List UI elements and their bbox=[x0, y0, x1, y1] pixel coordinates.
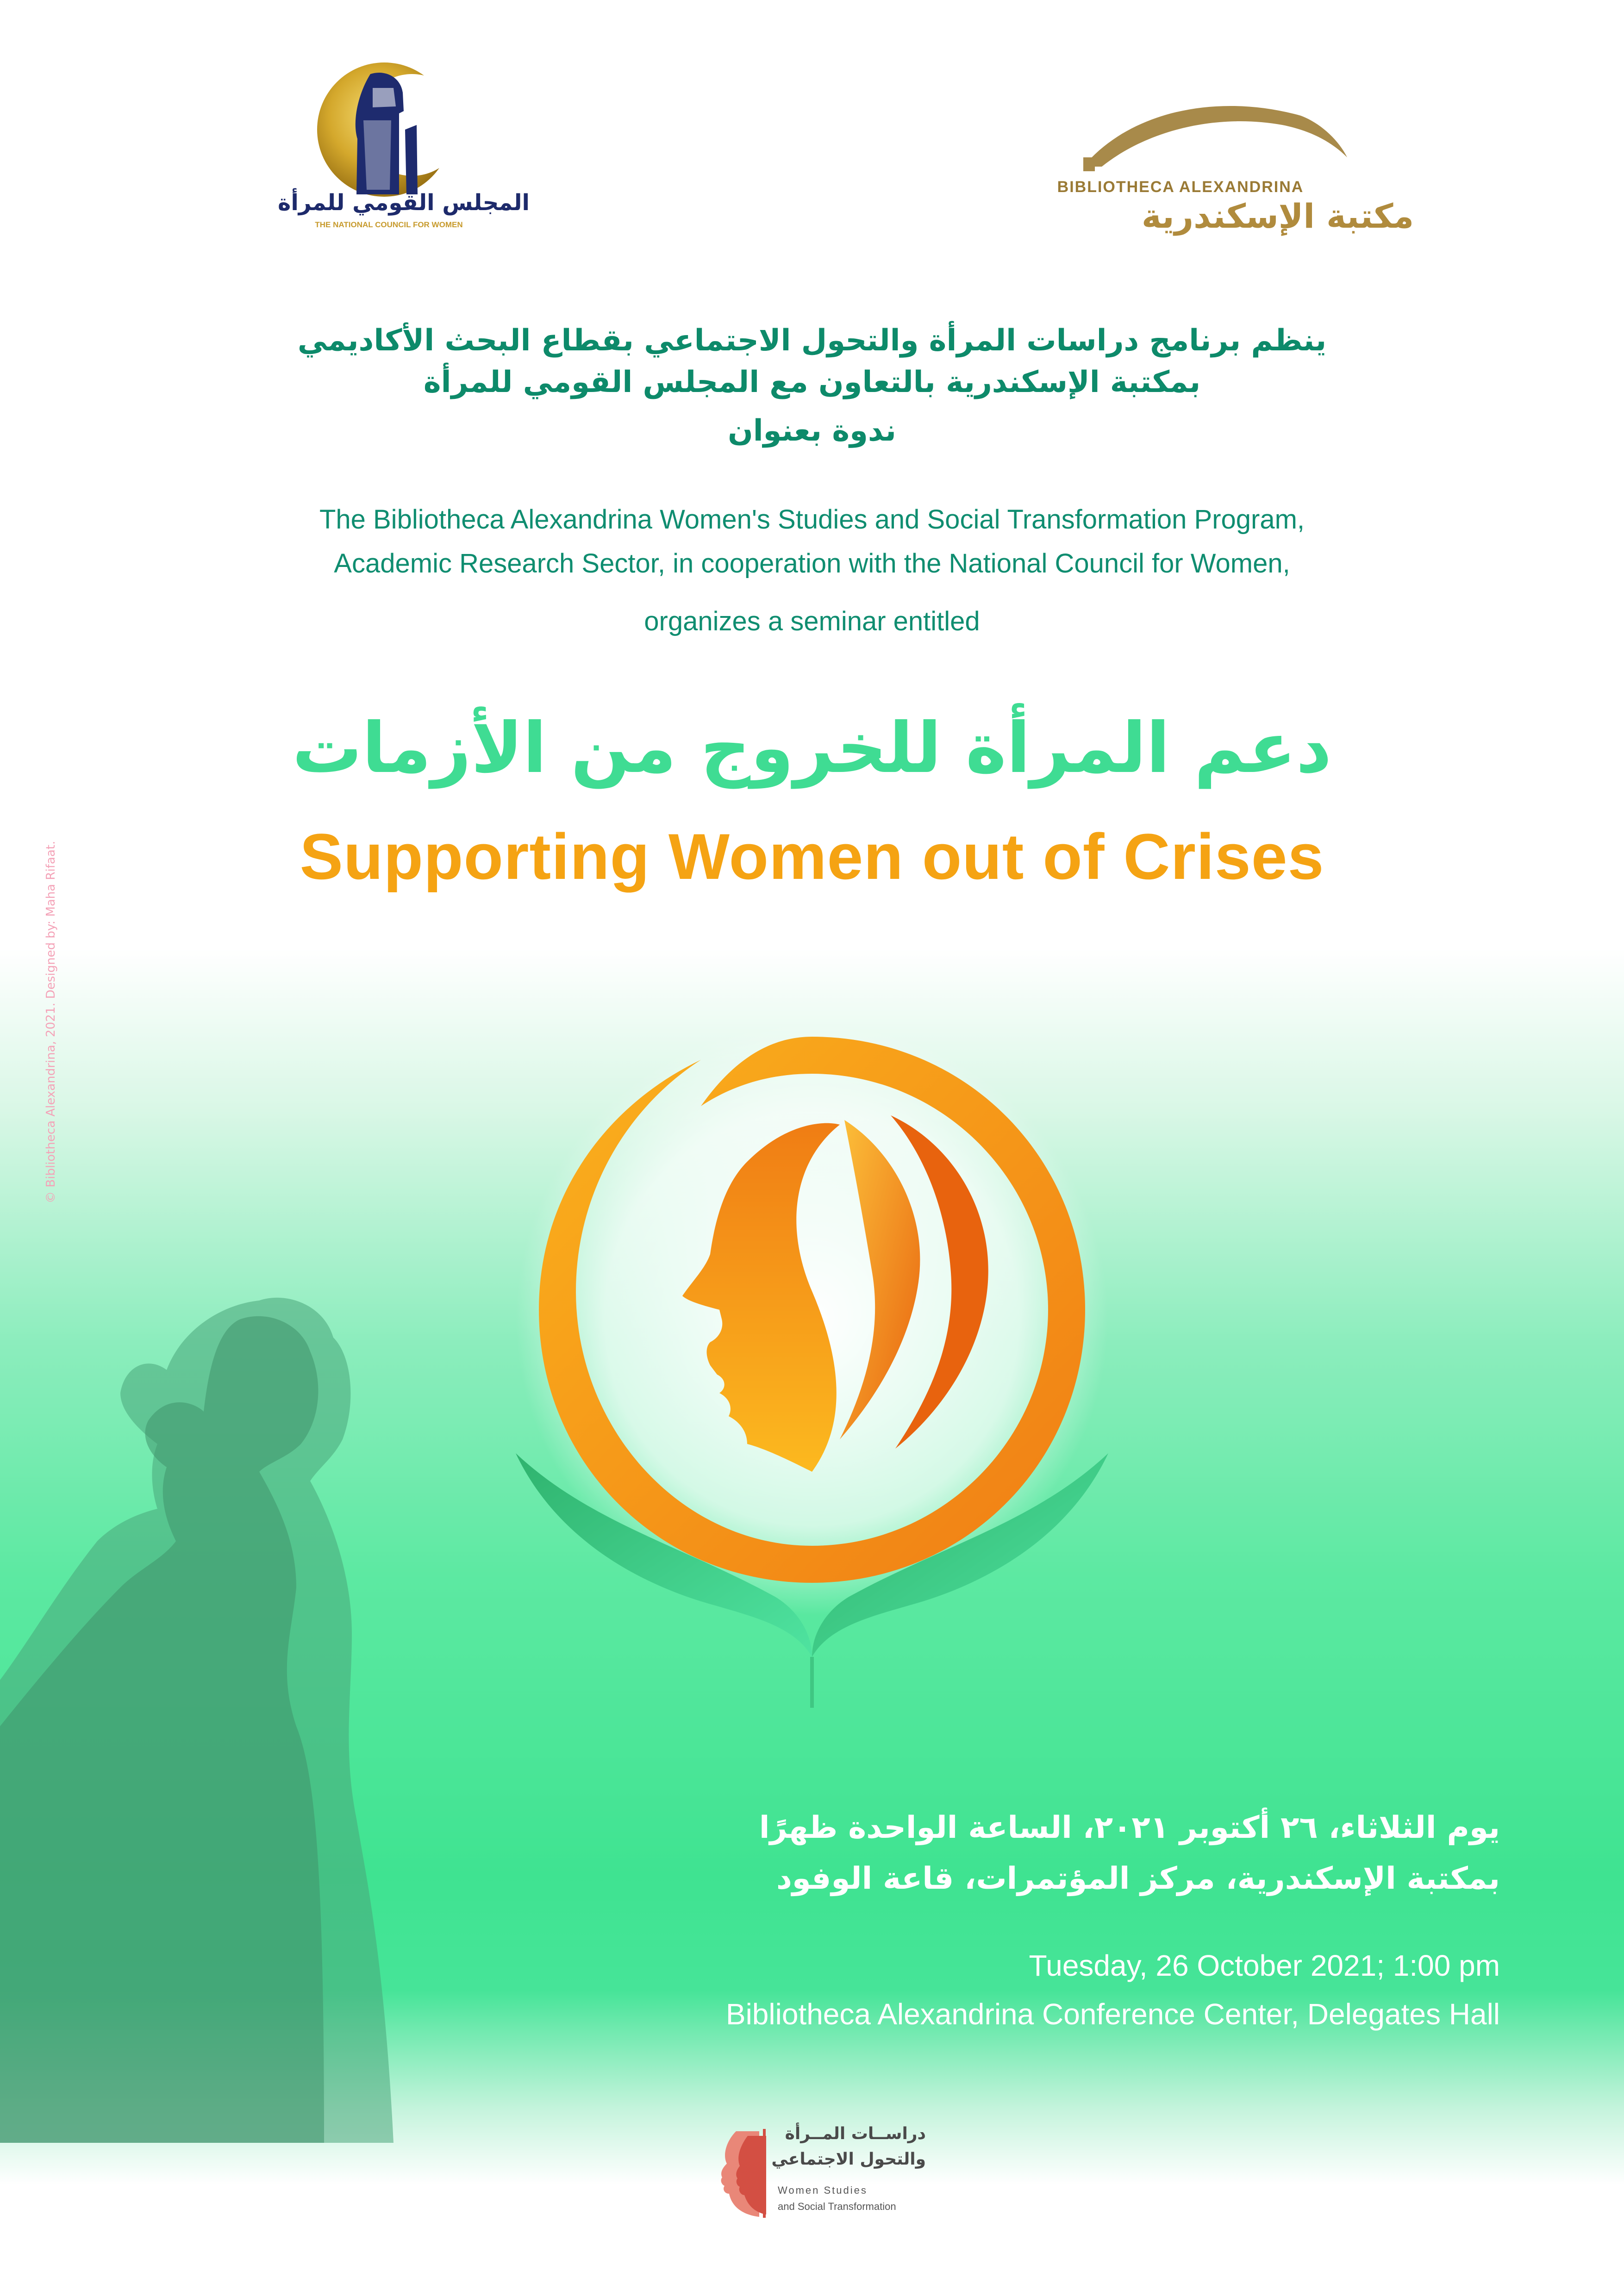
women-studies-name-en-1: Women Studies bbox=[778, 2184, 868, 2196]
intro-en-line3: organizes a seminar entitled bbox=[644, 606, 980, 636]
women-studies-name-ar-2: والتحول الاجتماعي bbox=[771, 2150, 926, 2169]
copyright-note: © Bibliotheca Alexandrina, 2021. Designed by: Maha Rifaat. bbox=[44, 840, 58, 1203]
intro-ar-line3: ندوة بعنوان bbox=[728, 414, 896, 448]
pharaonic-statue-emblem-icon bbox=[278, 56, 500, 208]
bibalex-logo bbox=[1023, 88, 1414, 245]
ncw-logo bbox=[278, 56, 530, 241]
details-ar-date: يوم الثلاثاء، ٢٦ أكتوبر ٢٠٢١، الساعة الواحدة ظهرًا bbox=[759, 1810, 1500, 1845]
intro-ar-line2: بمكتبة الإسكندرية بالتعاون مع المجلس القومي للمرأة bbox=[423, 365, 1201, 399]
thinking-woman-silhouette-icon bbox=[0, 1263, 417, 2143]
ncw-name-ar: المجلس القومي للمرأة bbox=[278, 190, 530, 216]
ncw-name-en: THE NATIONAL COUNCIL FOR WOMEN bbox=[315, 220, 463, 229]
title-en: Supporting Women out of Crises bbox=[300, 820, 1324, 893]
title-ar: دعم المرأة للخروج من الأزمات bbox=[292, 708, 1332, 789]
woman-profile-ring-leaves-icon bbox=[488, 986, 1136, 1773]
intro-en-line2: Academic Research Sector, in cooperation with the National Council for Women, bbox=[334, 548, 1290, 579]
details-en-place: Bibliotheca Alexandrina Conference Center, Delegates Hall bbox=[725, 1997, 1500, 2031]
women-studies-name-ar-1: دراســات المــرأة bbox=[785, 2124, 926, 2143]
bibalex-name-en: BIBLIOTHECA ALEXANDRINA bbox=[1057, 178, 1304, 196]
details-ar-place: بمكتبة الإسكندرية، مركز المؤتمرات، قاعة الوفود bbox=[776, 1860, 1500, 1896]
women-studies-logo bbox=[708, 2124, 931, 2231]
arc-logo-icon bbox=[1023, 88, 1361, 171]
intro-en-line1: The Bibliotheca Alexandrina Women's Studies and Social Transformation Program, bbox=[319, 504, 1305, 535]
women-profiles-logo-icon bbox=[708, 2127, 768, 2219]
details-en-date: Tuesday, 26 October 2021; 1:00 pm bbox=[1029, 1949, 1500, 1982]
women-studies-name-en-2: and Social Transformation bbox=[778, 2201, 896, 2212]
intro-ar-line1: ينظم برنامج دراسات المرأة والتحول الاجتماعي بقطاع البحث الأكاديمي bbox=[297, 324, 1327, 358]
bibalex-name-ar: مكتبة الإسكندرية bbox=[1141, 197, 1414, 236]
